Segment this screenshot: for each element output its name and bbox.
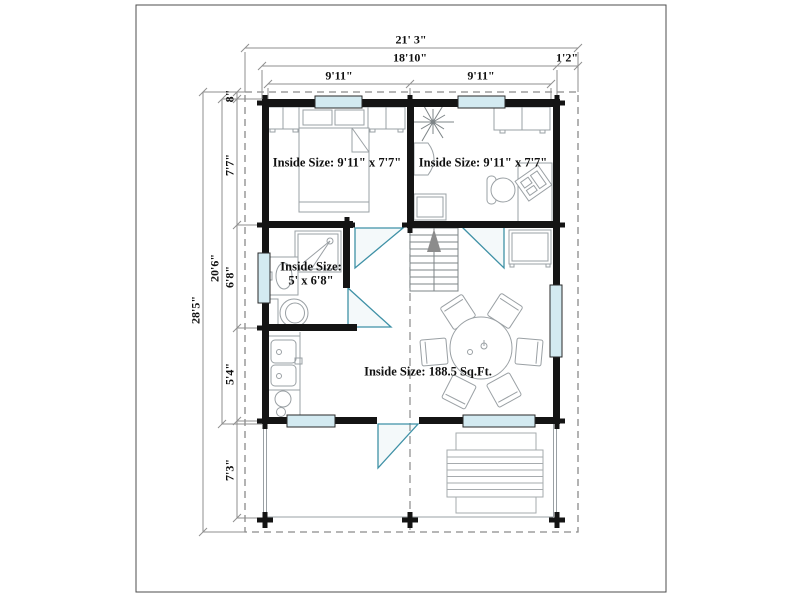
kitchen-sink bbox=[267, 336, 302, 390]
bedroom-size-label: Inside Size: 9'11" x 7'7" bbox=[272, 155, 402, 170]
window-bedroom bbox=[315, 96, 362, 108]
dim-top-main: 18'10" bbox=[393, 50, 427, 65]
dining-set bbox=[420, 293, 543, 409]
dim-bathroom-depth: 6'8" bbox=[222, 266, 237, 288]
drawing-frame bbox=[136, 5, 666, 592]
office-low-cabinet bbox=[414, 194, 446, 220]
dim-porch-depth: 7'3" bbox=[222, 459, 237, 481]
kitchen-fixtures bbox=[267, 332, 302, 417]
hall-door-swing bbox=[355, 228, 403, 268]
wall-right bbox=[553, 99, 560, 424]
dim-room-right-width: 9'11" bbox=[467, 68, 495, 83]
bathroom-size-label-line1: Inside Size: bbox=[280, 259, 342, 274]
dining-chair bbox=[420, 338, 448, 366]
office-door-swing bbox=[461, 226, 504, 268]
bathroom-size-label-line2: 5' x 6'8" bbox=[288, 273, 334, 288]
dim-top-overall: 21' 3" bbox=[395, 32, 427, 47]
dim-room-left-width: 9'11" bbox=[325, 68, 353, 83]
bathroom-door-swing bbox=[348, 288, 391, 327]
hall-cabinet bbox=[509, 230, 551, 267]
dim-top-overhang: 8" bbox=[222, 89, 237, 103]
window-bathroom bbox=[258, 253, 270, 303]
pillow bbox=[303, 110, 332, 125]
picnic-table bbox=[447, 433, 543, 513]
pillow bbox=[335, 110, 364, 125]
entrance-door-swing bbox=[378, 424, 418, 468]
dim-top-right-overhang: 1'2" bbox=[556, 50, 578, 65]
dim-kitchen-depth: 5'4" bbox=[222, 363, 237, 385]
plant-icon bbox=[413, 104, 454, 141]
window-living-right bbox=[550, 285, 562, 357]
dim-bedroom-depth: 7'7" bbox=[222, 154, 237, 176]
office-chair bbox=[487, 176, 515, 204]
window-living-bottom bbox=[463, 415, 535, 427]
window-office bbox=[458, 96, 505, 108]
toilet bbox=[267, 299, 308, 327]
dining-chair bbox=[442, 375, 477, 410]
wall-bath-kitchen bbox=[262, 324, 357, 331]
office-size-label: Inside Size: 9'11" x 7'7" bbox=[418, 155, 548, 170]
wall-mid-right bbox=[407, 221, 560, 228]
wall-room-divider bbox=[407, 99, 414, 228]
dim-left-overall: 28'5" bbox=[188, 296, 203, 324]
window-kitchen bbox=[287, 415, 335, 427]
stove-burners bbox=[275, 391, 291, 417]
dining-chair bbox=[515, 338, 543, 366]
stairs bbox=[410, 228, 458, 291]
living-size-label: Inside Size: 188.5 Sq.Ft. bbox=[364, 364, 492, 379]
dim-left-inner: 20'6" bbox=[207, 254, 222, 282]
